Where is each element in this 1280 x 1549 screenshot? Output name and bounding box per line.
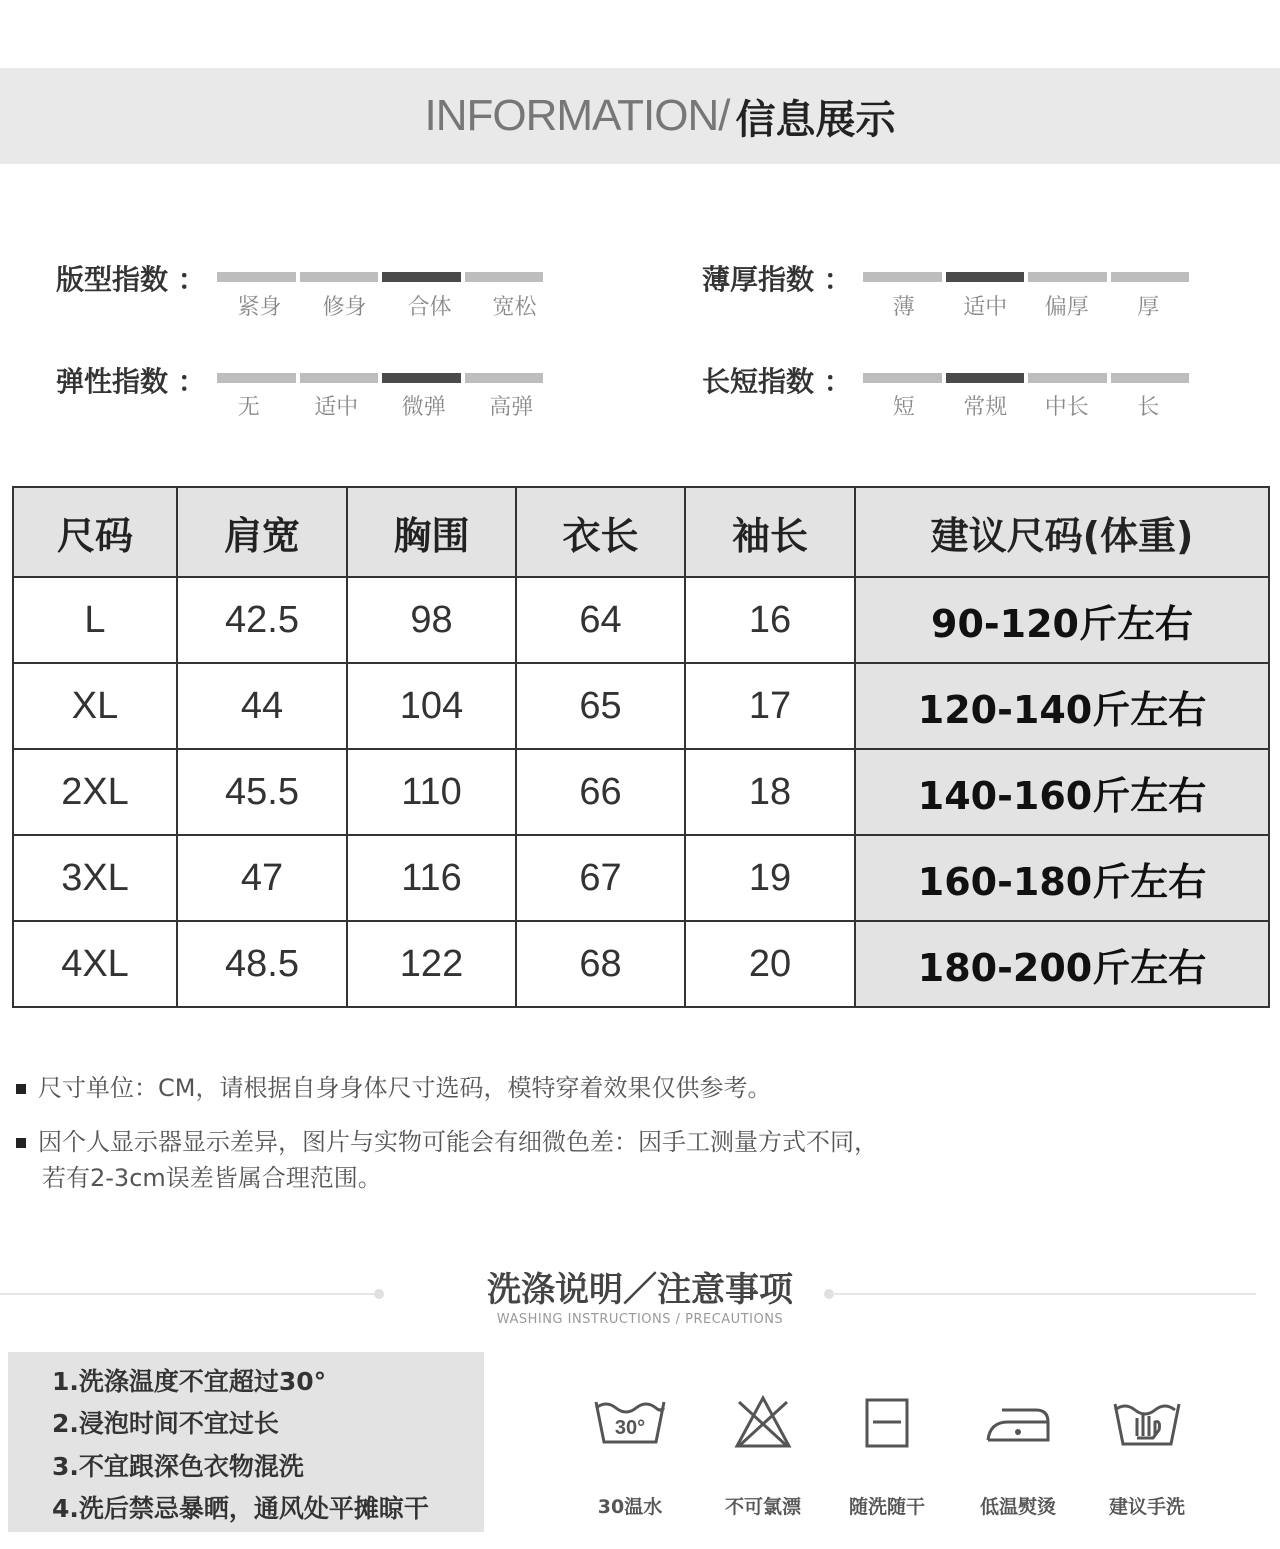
hand-wash-icon <box>1107 1392 1187 1452</box>
table-cell: 4XL <box>13 921 177 1007</box>
index-bar <box>863 272 1189 282</box>
index-option: 常规 <box>963 395 1008 420</box>
washing-subtitle: WASHING INSTRUCTIONS / PRECAUTIONS <box>496 1312 784 1327</box>
table-cell: 67 <box>516 835 685 921</box>
washing-item: 4.洗后禁忌暴晒，通风处平摊晾干 <box>52 1494 429 1523</box>
index-option: 无 <box>237 395 260 420</box>
table-cell: 98 <box>347 577 516 663</box>
index-segment <box>300 373 379 383</box>
index-segment <box>465 272 544 282</box>
index-option: 宽松 <box>492 295 537 320</box>
index-segment <box>465 373 544 383</box>
index-options <box>205 390 555 421</box>
index-bar <box>217 272 543 282</box>
care-hand-wash <box>1087 1392 1207 1519</box>
table-cell: 44 <box>177 663 347 749</box>
index-option: 紧身 <box>237 295 282 320</box>
table-cell: 48.5 <box>177 921 347 1007</box>
table-cell: 17 <box>685 663 855 749</box>
index-option: 合体 <box>407 295 452 320</box>
index-option: 厚 <box>1137 295 1160 320</box>
table-cell: 20 <box>685 921 855 1007</box>
table-cell: 110 <box>347 749 516 835</box>
table-cell: 45.5 <box>177 749 347 835</box>
index-option: 中长 <box>1044 395 1089 420</box>
note-text: 若有2-3cm误差皆属合理范围。 <box>42 1164 382 1192</box>
care-label: 30温水 <box>597 1496 663 1518</box>
table-header: 袖长 <box>685 487 855 577</box>
table-header: 胸围 <box>347 487 516 577</box>
table-header: 尺码 <box>13 487 177 577</box>
size-table <box>12 486 1270 1008</box>
index-label: 长短指数 ： <box>702 365 852 398</box>
table-cell: 42.5 <box>177 577 347 663</box>
index-option: 长 <box>1137 395 1160 420</box>
index-segment-active <box>382 272 461 282</box>
index-bar <box>217 373 543 383</box>
wash-30-icon <box>590 1392 670 1452</box>
table-cell: 16 <box>685 577 855 663</box>
index-segment <box>863 373 942 383</box>
table-cell: 18 <box>685 749 855 835</box>
bullet-icon <box>16 1084 26 1094</box>
table-cell: 2XL <box>13 749 177 835</box>
recommended-weight-cell: 120-140斤左右 <box>855 663 1269 749</box>
care-wash-30 <box>570 1392 690 1519</box>
washing-item: 2.浸泡时间不宜过长 <box>52 1409 279 1438</box>
index-segment <box>1111 373 1190 383</box>
index-options <box>863 290 1189 321</box>
tumble-dry-icon <box>847 1392 927 1452</box>
index-segment <box>300 272 379 282</box>
table-row <box>13 577 1269 663</box>
index-segment-active <box>382 373 461 383</box>
table-header: 建议尺码(体重) <box>855 487 1269 577</box>
table-cell: XL <box>13 663 177 749</box>
table-row <box>13 921 1269 1007</box>
table-cell: 116 <box>347 835 516 921</box>
index-segment <box>1028 373 1107 383</box>
table-header: 肩宽 <box>177 487 347 577</box>
index-segment <box>217 373 296 383</box>
table-cell: 65 <box>516 663 685 749</box>
page-title <box>0 68 1280 164</box>
table-row <box>13 663 1269 749</box>
recommended-weight-cell: 160-180斤左右 <box>855 835 1269 921</box>
care-no-bleach <box>703 1392 823 1519</box>
index-segment <box>863 272 942 282</box>
care-tumble-dry <box>827 1392 947 1519</box>
wash-temp-badge: 30° <box>614 1417 646 1439</box>
index-segment-active <box>946 373 1025 383</box>
index-option: 适中 <box>963 295 1008 320</box>
washing-item: 3.不宜跟深色衣物混洗 <box>52 1452 304 1481</box>
table-header: 衣长 <box>516 487 685 577</box>
index-segment <box>1111 272 1190 282</box>
note-color-difference <box>16 1124 878 1196</box>
table-row <box>13 749 1269 835</box>
index-segment <box>217 272 296 282</box>
recommended-weight-cell: 90-120斤左右 <box>855 577 1269 663</box>
title-chinese: 信息展示 <box>735 96 896 143</box>
table-header-row <box>13 487 1269 577</box>
index-option: 偏厚 <box>1044 295 1089 320</box>
index-bar <box>863 373 1189 383</box>
index-options <box>217 290 557 321</box>
index-label: 弹性指数 ： <box>56 365 206 398</box>
care-low-iron <box>958 1392 1078 1519</box>
recommended-weight-cell: 140-160斤左右 <box>855 749 1269 835</box>
index-option: 修身 <box>322 295 367 320</box>
index-option: 高弹 <box>489 395 534 420</box>
table-cell: 19 <box>685 835 855 921</box>
table-cell: 47 <box>177 835 347 921</box>
care-label: 低温熨烫 <box>979 1496 1056 1518</box>
table-cell: L <box>13 577 177 663</box>
table-row <box>13 835 1269 921</box>
index-option: 微弹 <box>401 395 446 420</box>
index-segment-active <box>946 272 1025 282</box>
recommended-weight-cell: 180-200斤左右 <box>855 921 1269 1007</box>
index-options <box>863 390 1189 421</box>
bullet-icon <box>16 1138 26 1148</box>
index-option: 短 <box>892 395 915 420</box>
index-segment <box>1028 272 1107 282</box>
table-cell: 122 <box>347 921 516 1007</box>
washing-item: 1.洗涤温度不宜超过30° <box>52 1367 327 1396</box>
table-cell: 66 <box>516 749 685 835</box>
care-label: 不可氯漂 <box>724 1496 801 1518</box>
note-measurement <box>16 1070 771 1106</box>
no-bleach-icon <box>723 1392 803 1452</box>
note-text: 因个人显示器显示差异，图片与实物可能会有细微色差：因手工测量方式不同， <box>38 1128 878 1156</box>
low-iron-icon <box>978 1392 1058 1452</box>
index-option: 适中 <box>314 395 359 420</box>
care-label: 建议手洗 <box>1108 1496 1185 1518</box>
index-label: 版型指数 ： <box>56 263 206 296</box>
table-cell: 3XL <box>13 835 177 921</box>
washing-title: 洗涤说明／注意事项 <box>487 1270 793 1310</box>
table-cell: 64 <box>516 577 685 663</box>
title-english: INFORMATION/ <box>424 91 730 140</box>
table-cell: 104 <box>347 663 516 749</box>
index-option: 薄 <box>892 295 915 320</box>
index-label: 薄厚指数 ： <box>702 263 852 296</box>
care-label: 随洗随干 <box>848 1496 925 1518</box>
note-text: 尺寸单位：CM，请根据自身身体尺寸选码，模特穿着效果仅供参考。 <box>38 1074 772 1102</box>
table-cell: 68 <box>516 921 685 1007</box>
